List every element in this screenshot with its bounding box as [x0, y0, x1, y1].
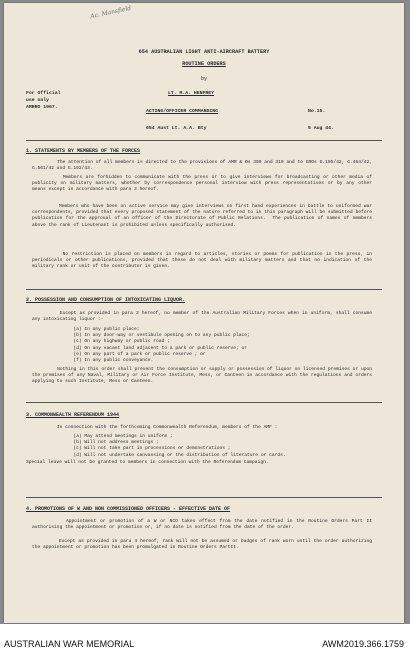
section-2-para-1: Except as provided in para 2 hereof, no member of the Australian Military Forces when in uniform, shall consume any intoxicating liquor :-	[32, 311, 375, 323]
divider	[26, 289, 382, 290]
restriction-line-1: For Official	[26, 91, 61, 96]
doc-title: ROUTINE ORDERS	[182, 61, 226, 67]
restriction-line-3: AMRRO 1967.	[26, 105, 58, 110]
footer-institution: AUSTRALIAN WAR MEMORIAL	[4, 639, 135, 649]
section-3-list: (a) May attend meetings in uniform ; (b) Will not address meetings ; (c) Will not take part in processions or demonstrations ; (d) Will not undertake canvassing or the distribution of literature or cards.	[73, 434, 286, 458]
unit-title: 654 AUSTRALIAN LIGHT ANTI-AIRCRAFT BATTERY	[138, 49, 270, 55]
section-4-para-2: Except as provided in para 4 hereof, rank will not be assumed or badges of rank worn until the order authorizing the appointment or promotion has been promulgated in Routine Orders PartII.	[32, 539, 375, 551]
section-2-heading: 2. POSSESSION AND CONSUMPTION OF INTOXICATING LIQUOR.	[26, 297, 186, 303]
order-number: No.15.	[308, 109, 326, 114]
section-4-heading: 4. PROMOTIONS OF W AND NON COMMISSIONED OFFICERS - EFFECTIVE DATE OF	[26, 506, 231, 512]
section-3-para-2: Special leave will not be granted to members in connection with the Referendum Campaign.	[26, 460, 269, 465]
section-1-para-1: The attention of all members is directed to the provisions of AMR & Os 309 and 310 and to GROs G.105/42, G.464/42, G.561/42 and G.192/43.	[32, 160, 375, 172]
officer-role: ACTING/OFFICER COMMANDING	[146, 109, 218, 114]
divider	[26, 140, 382, 141]
unit-short: 654 Aust Lt. A.A. Bty	[146, 126, 207, 131]
section-3-heading: 3. COMMONWEALTH REFERENDUM 1944	[26, 412, 120, 418]
divider	[26, 402, 382, 403]
order-date: 5 Aug 44.	[308, 126, 334, 131]
section-3-para-1: In connection with the forthcoming Commonwealth Referendum, members of the AMF :	[32, 425, 278, 430]
section-2-list: (a) In any public place; (b) In any door-way or vestibule opening on to any public place; (c) On any highway or public road ; (d) On any vacant land adjacent to a park or public reserve; or (e) On any part of a park or public reserve ; or (f) In any public conveyance.	[73, 327, 250, 364]
officer-name: LT. M.A. HENFREY	[168, 91, 215, 96]
section-4-para-1: Appointment or promotion of a W or NCO takes effect from the date notified in the Routine Orders Part II authorising the appointment or promotion or, if no date is notified from the date of the order.	[32, 519, 375, 531]
restriction-line-2: use only	[26, 98, 50, 103]
section-1-para-4: No restriction is placed on members in regard to articles, stories or poems for publication in the press, in periodicals or other publications, provided that these do not deal with military matters and that no indication of the military rank or unit of the contributor is given.	[32, 252, 375, 270]
archive-footer	[0, 624, 410, 653]
footer-accession-number: AWM2019.366.1759	[322, 639, 404, 649]
section-2-para-2: Nothing in this order shall prevent the consumption or supply or possession of liquor on licensed premises or upon the premises of any Naval, Military or Air Force Institute, Mess, or Canteen in accordance with the regulations and orders applying to such Institute, Mess or Canteen.	[32, 367, 375, 385]
by-label: by	[200, 76, 208, 82]
handwritten-note: Ac. Mansfield	[89, 4, 132, 21]
document-page	[4, 3, 404, 623]
section-1-para-2: Members are forbidden to communicate with the press or to give interviews for broadcasting or other media of publicity on military matters, whether by correspondence personal interview with press representatives or by any other means except in accordance with para 3 hereof.	[32, 175, 375, 193]
section-1-para-3: Members who have been on active service may give interviews on first hand experiences in battle to uniformed war correspondents, provided that every proposed statement of the nature referred to in this paragraph will be submitted before publication for the approval of an officer of the Directorate of Public Relations. The publication of names of members above the rank of Lieutenant is prohibited unless specifically authorised.	[32, 204, 375, 228]
divider	[26, 497, 382, 498]
section-1-heading: 1. STATEMENTS BY MEMBERS OF THE FORCES	[26, 148, 141, 154]
